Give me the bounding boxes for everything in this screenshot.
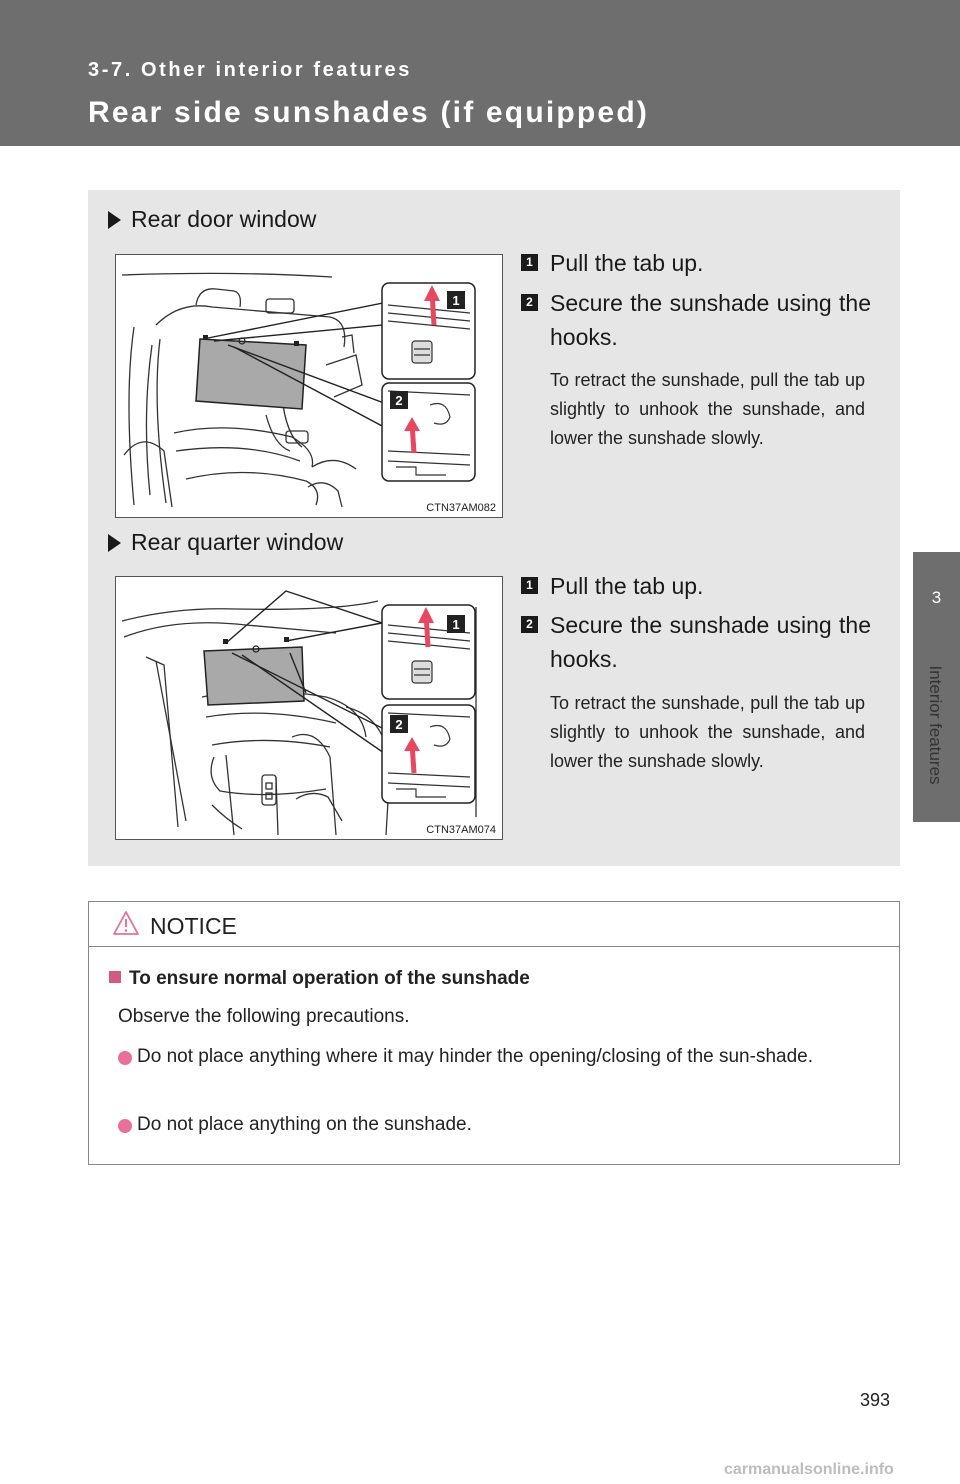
section-heading-rear-door: Rear door window — [108, 206, 316, 233]
step-1-rear-door — [521, 246, 871, 280]
step-number-icon: 1 — [521, 577, 538, 594]
callout-2-label: 2 — [395, 717, 403, 732]
circle-bullet-icon — [118, 1051, 132, 1065]
step-text: Secure the sunshade using the hooks. — [550, 290, 871, 350]
figure-code: CTN37AM074 — [426, 824, 496, 836]
notice-intro: Observe the following precautions. — [118, 1006, 410, 1027]
section-label: 3-7. Other interior features — [88, 59, 412, 81]
notice-subheading: To ensure normal operation of the sunshade — [109, 968, 530, 990]
step-2-rear-quarter — [521, 608, 871, 676]
step-1-rear-quarter — [521, 569, 871, 603]
watermark: carmanualsonline.info — [724, 1461, 894, 1478]
step-number-icon: 2 — [521, 616, 538, 633]
sunshade-quarter-illustration — [116, 577, 502, 839]
page-title: Rear side sunshades (if equipped) — [88, 96, 650, 129]
notice-box — [88, 901, 900, 1165]
callout-2-label: 2 — [395, 393, 403, 408]
section-heading-rear-quarter: Rear quarter window — [108, 529, 343, 556]
retract-note-rear-quarter: To retract the sunshade, pull the tab up slightly to unhook the sunshade, and lower the sunshade slowly. — [550, 693, 865, 771]
triangle-bullet-icon — [108, 211, 121, 229]
step-number-icon: 1 — [521, 254, 538, 271]
callout-1-label: 1 — [452, 617, 460, 632]
warning-triangle-icon — [112, 910, 140, 936]
step-text: Pull the tab up. — [550, 250, 704, 276]
chapter-tab-label: Interior features — [926, 665, 945, 785]
page-number: 393 — [860, 1390, 891, 1410]
notice-header — [89, 902, 899, 947]
step-text: Secure the sunshade using the hooks. — [550, 612, 871, 672]
step-text: Pull the tab up. — [550, 573, 704, 599]
figure-rear-door-window — [115, 254, 503, 518]
figure-rear-quarter-window — [115, 576, 503, 840]
notice-title: NOTICE — [150, 913, 237, 939]
circle-bullet-icon — [118, 1119, 132, 1133]
sunshade-door-illustration — [116, 255, 502, 517]
callout-1-label: 1 — [452, 293, 460, 308]
chapter-tab-number: 3 — [931, 588, 942, 607]
step-2-rear-door — [521, 286, 871, 354]
figure-code: CTN37AM082 — [426, 502, 496, 514]
retract-note-rear-door: To retract the sunshade, pull the tab up slightly to unhook the sunshade, and lower the sunshade slowly. — [550, 370, 865, 448]
notice-bullet: Do not place anything on the sunshade. — [118, 1110, 888, 1140]
triangle-bullet-icon — [108, 534, 121, 552]
notice-bullet: Do not place anything where it may hinder the opening/closing of the sun-shade. — [118, 1042, 888, 1072]
step-number-icon: 2 — [521, 294, 538, 311]
square-bullet-icon — [109, 971, 121, 983]
